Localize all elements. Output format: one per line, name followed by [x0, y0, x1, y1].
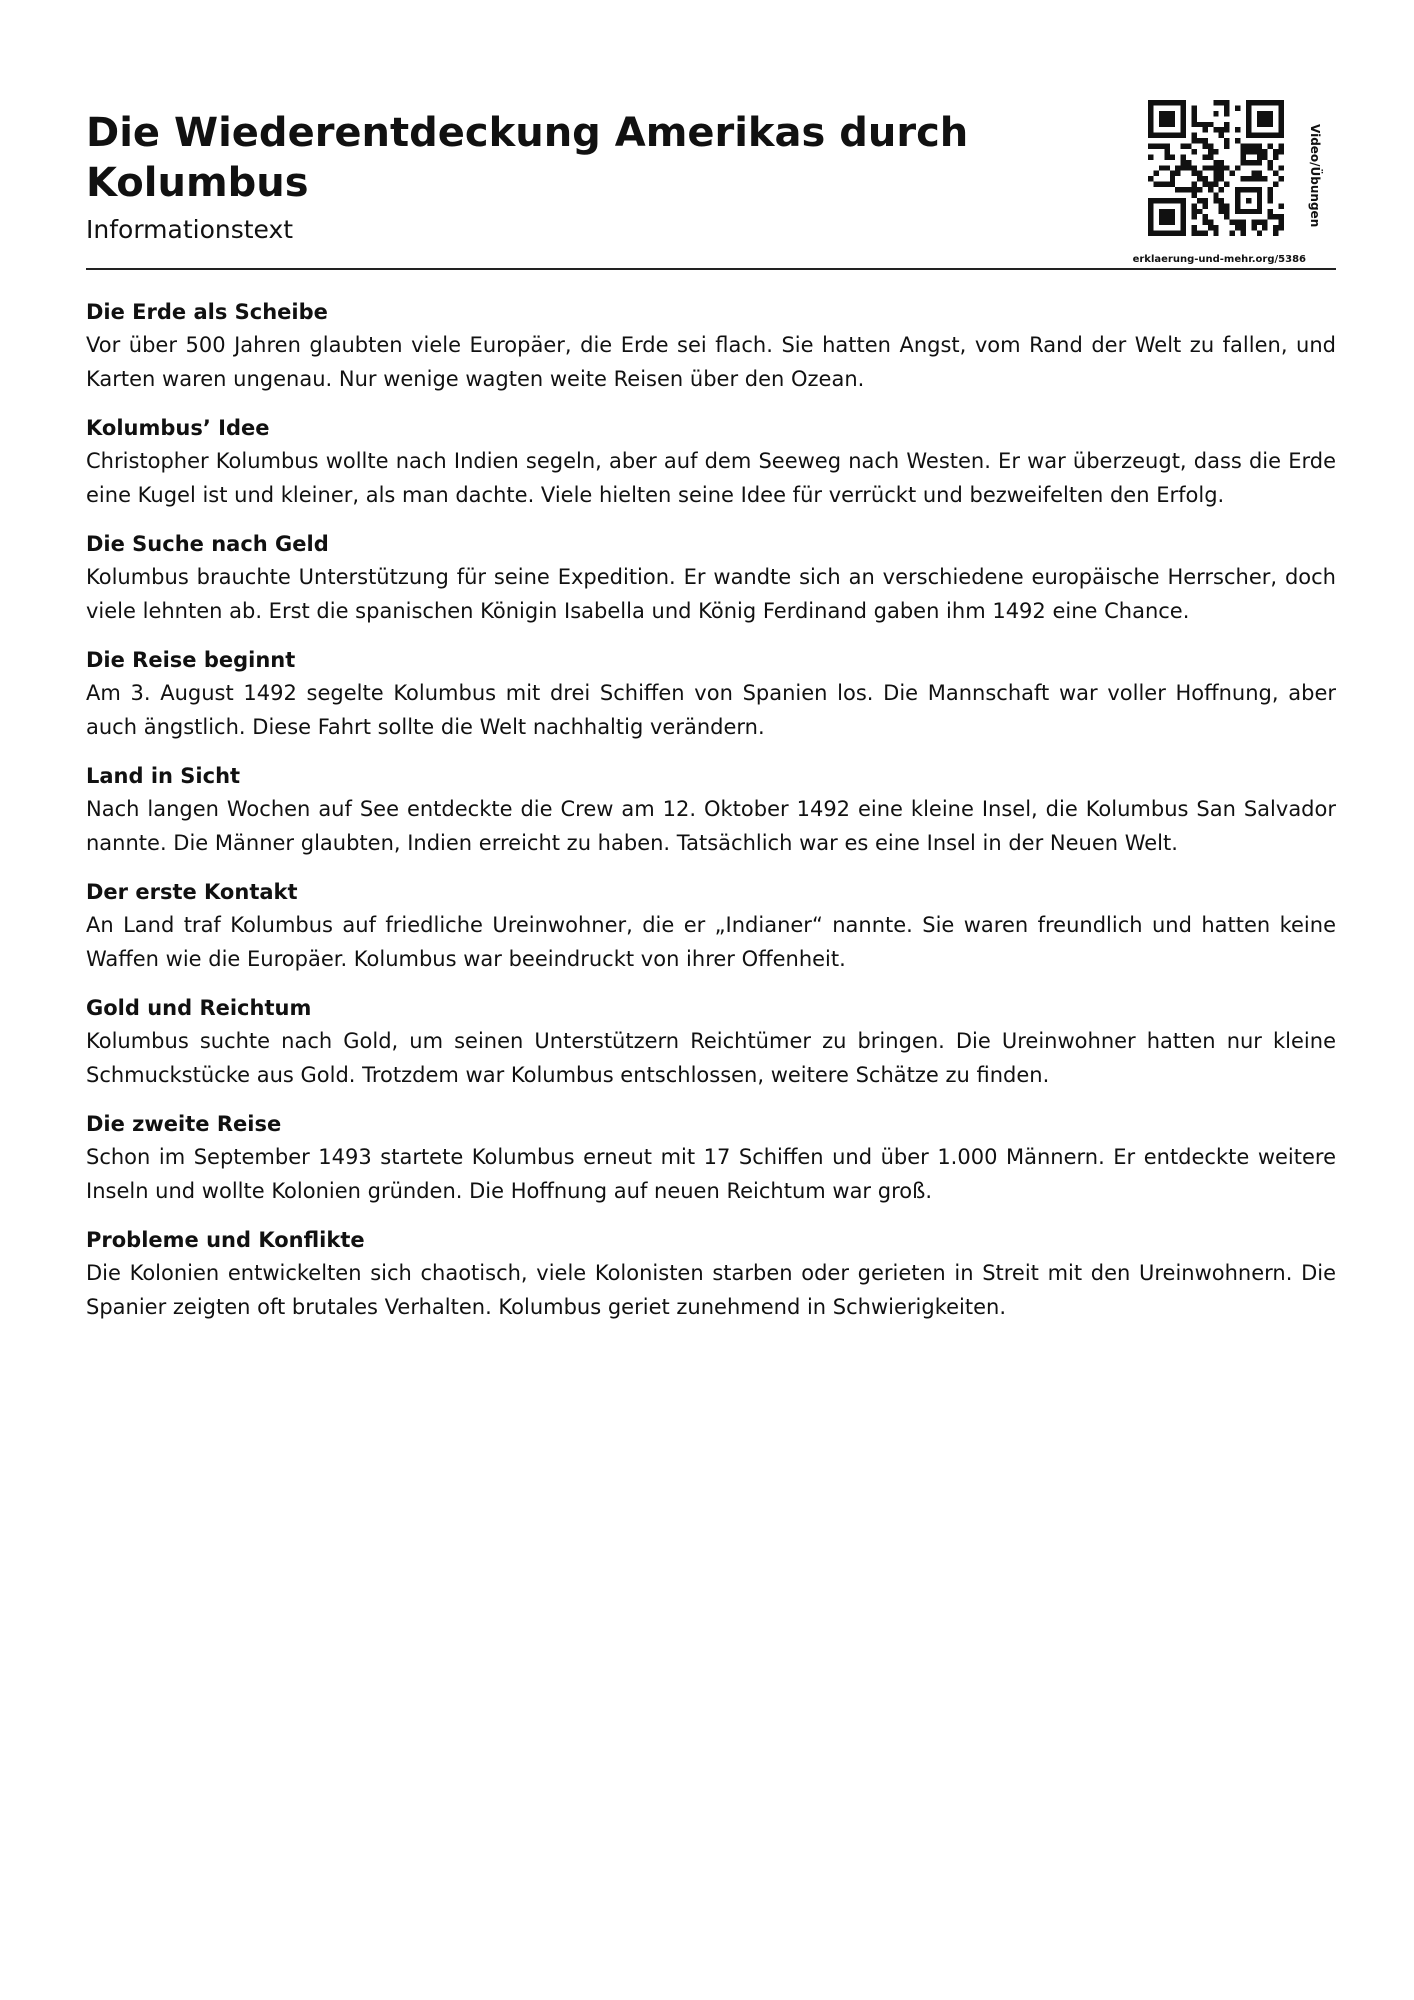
section-text: Am 3. August 1492 segelte Kolumbus mit drei Schiffen von Spanien los. Die Mannschaft war voller Hoffnung, aber auch ängstlich. Diese Fahrt sollte die Welt nachhaltig verändern.	[86, 681, 1336, 739]
section-text: Kolumbus suchte nach Gold, um seinen Unterstützern Reichtümer zu bringen. Die Ureinwohner hatten nur kleine Schmuckstücke aus Gold. Trotzdem war Kolumbus entschlossen, weitere Schätze zu finden.	[86, 1029, 1336, 1087]
section-heading: Probleme und Konflikte	[86, 1228, 365, 1252]
section-text: Die Kolonien entwickelten sich chaotisch, viele Kolonisten starben oder gerieten in Streit mit den Ureinwohnern. Die Spanier zeigten oft brutales Verhalten. Kolumbus geriet zunehmend in Schwierigkeiten.	[86, 1261, 1336, 1319]
section-heading: Die Suche nach Geld	[86, 532, 329, 556]
section-heading: Die zweite Reise	[86, 1112, 282, 1136]
section-text: Schon im September 1493 startete Kolumbus erneut mit 17 Schiffen und über 1.000 Männern. Er entdeckte weitere Inseln und wollte Kolonien gründen. Die Hoffnung auf neuen Reichtum war groß.	[86, 1145, 1336, 1203]
section-erde-als-scheibe	[86, 296, 1336, 396]
section-heading: Die Reise beginnt	[86, 648, 296, 672]
section-text: Nach langen Wochen auf See entdeckte die Crew am 12. Oktober 1492 eine kleine Insel, die Kolumbus San Salvador nannte. Die Männer glaubten, Indien erreicht zu haben. Tatsächlich war es eine Insel in der Neuen Welt.	[86, 797, 1336, 855]
section-probleme-und-konflikte	[86, 1224, 1336, 1324]
section-text: Christopher Kolumbus wollte nach Indien segeln, aber auf dem Seeweg nach Westen. Er war überzeugt, dass die Erde eine Kugel ist und kleiner, als man dachte. Viele hielten seine Idee für verrückt und bezweifelten den Erfolg.	[86, 449, 1336, 507]
qr-code[interactable]	[1148, 100, 1284, 236]
section-heading: Kolumbus’ Idee	[86, 416, 270, 440]
section-heading: Die Erde als Scheibe	[86, 300, 328, 324]
section-zweite-reise	[86, 1108, 1336, 1208]
header-divider	[86, 268, 1336, 270]
section-text: An Land traf Kolumbus auf friedliche Ureinwohner, die er „Indianer“ nannte. Sie waren freundlich und hatten keine Waffen wie die Europäer. Kolumbus war beeindruckt von ihrer Offenheit.	[86, 913, 1336, 971]
section-text: Kolumbus brauchte Unterstützung für seine Expedition. Er wandte sich an verschiedene europäische Herrscher, doch viele lehnten ab. Erst die spanischen Königin Isabella und König Ferdinand gaben ihm 1492 eine Chance.	[86, 565, 1336, 623]
video-exercises-label: Video/Übungen	[1308, 124, 1322, 228]
page-subtitle: Informationstext	[86, 215, 294, 244]
section-reise-beginnt	[86, 644, 1336, 744]
source-url[interactable]: erklaerung-und-mehr.org/5386	[1132, 254, 1306, 265]
section-heading: Der erste Kontakt	[86, 880, 298, 904]
section-kolumbus-idee	[86, 412, 1336, 512]
section-land-in-sicht	[86, 760, 1336, 860]
article-body	[86, 296, 1336, 1340]
page-title: Die Wiederentdeckung Amerikas durch Kolumbus	[86, 110, 969, 206]
section-heading: Gold und Reichtum	[86, 996, 312, 1020]
section-gold-und-reichtum	[86, 992, 1336, 1092]
section-erster-kontakt	[86, 876, 1336, 976]
section-heading: Land in Sicht	[86, 764, 241, 788]
section-suche-nach-geld	[86, 528, 1336, 628]
section-text: Vor über 500 Jahren glaubten viele Europäer, die Erde sei flach. Sie hatten Angst, vom Rand der Welt zu fallen, und Karten waren ungenau. Nur wenige wagten weite Reisen über den Ozean.	[86, 333, 1336, 391]
